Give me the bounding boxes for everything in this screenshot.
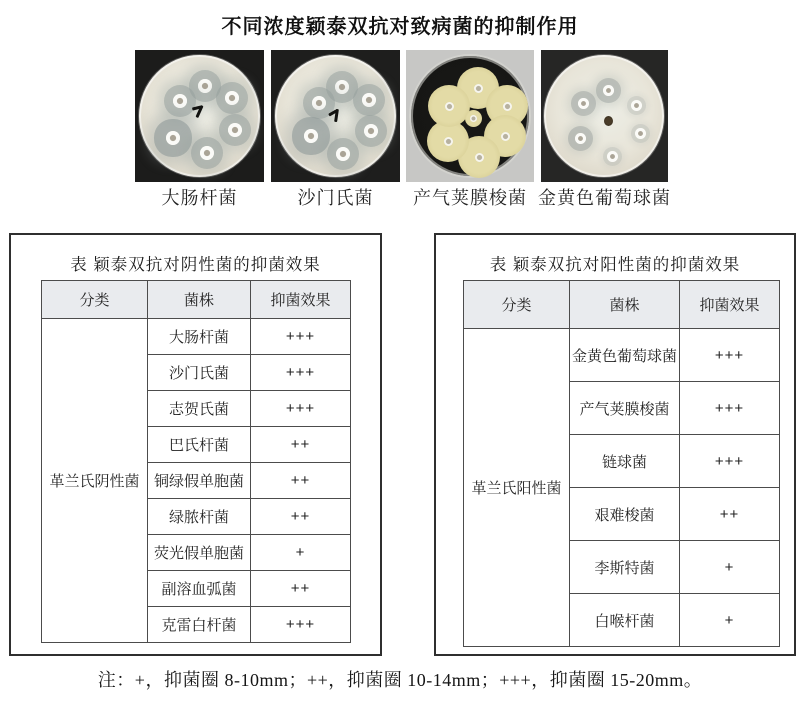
strain-cell: 金黄色葡萄球菌	[570, 329, 680, 382]
petri-photo-cperfringens	[406, 50, 534, 182]
well-icon	[578, 98, 589, 109]
inoculation-mark-icon	[195, 105, 203, 118]
photo-caption-ecoli: 大肠杆菌	[161, 188, 238, 208]
strain-cell: 绿脓杆菌	[148, 499, 251, 535]
well-icon	[198, 79, 212, 93]
petri-photo-ecoli	[135, 50, 264, 182]
strain-cell: 白喉杆菌	[570, 594, 680, 647]
well-icon	[607, 151, 618, 162]
strain-cell: 克雷白杆菌	[148, 607, 251, 643]
well-icon	[336, 147, 350, 161]
strain-cell: 副溶血弧菌	[148, 571, 251, 607]
effect-cell: ++	[251, 463, 351, 499]
category-cell: 革兰氏阳性菌	[464, 329, 570, 647]
col-header-category: 分类	[464, 281, 570, 329]
well-icon	[312, 96, 326, 110]
well-icon	[603, 85, 614, 96]
table-row	[42, 319, 351, 355]
effect-cell: +++	[680, 382, 780, 435]
table-title-negative: 表 颖泰双抗对阴性菌的抑菌效果	[70, 256, 321, 274]
effect-cell: +	[251, 535, 351, 571]
strain-cell: 铜绿假单胞菌	[148, 463, 251, 499]
strain-cell: 李斯特菌	[570, 541, 680, 594]
strain-cell: 艰难梭菌	[570, 488, 680, 541]
footnote: 注：+，抑菌圈 8-10mm；++，抑菌圈 10-14mm；+++，抑菌圈 15-20mm。	[97, 670, 703, 690]
table-header-row	[42, 281, 351, 319]
petri-photo-salmonella	[271, 50, 400, 182]
petri-dish	[411, 56, 529, 176]
page-title: 不同浓度颖泰双抗对致病菌的抑制作用	[221, 16, 579, 38]
photo-caption-cperfringens: 产气荚膜梭菌	[413, 188, 527, 208]
effect-cell: ++	[251, 499, 351, 535]
clearing-zone-icon	[428, 85, 470, 127]
photo-caption-saureus: 金黄色葡萄球菌	[538, 188, 671, 208]
well-icon	[304, 129, 318, 143]
effect-cell: +	[680, 594, 780, 647]
strain-cell: 荧光假单胞菌	[148, 535, 251, 571]
negative-bacteria-table-box	[9, 233, 382, 656]
strain-cell: 志贺氏菌	[148, 391, 251, 427]
table-row	[464, 329, 780, 382]
petri-dish	[139, 55, 260, 177]
strain-cell: 大肠杆菌	[148, 319, 251, 355]
col-header-effect: 抑菌效果	[680, 281, 780, 329]
category-cell: 革兰氏阴性菌	[42, 319, 148, 643]
inoculation-mark-icon	[334, 109, 339, 122]
col-header-effect: 抑菌效果	[251, 281, 351, 319]
positive-bacteria-table-box	[434, 233, 796, 656]
well-icon	[166, 131, 180, 145]
col-header-strain: 菌株	[148, 281, 251, 319]
table-header-row	[464, 281, 780, 329]
well-icon	[200, 146, 214, 160]
effect-cell: +++	[251, 607, 351, 643]
effect-cell: ++	[680, 488, 780, 541]
strain-cell: 链球菌	[570, 435, 680, 488]
well-icon	[228, 123, 242, 137]
col-header-strain: 菌株	[570, 281, 680, 329]
well-icon	[225, 91, 239, 105]
well-icon	[575, 133, 586, 144]
clearing-zone-icon	[465, 110, 482, 127]
effect-cell: ++	[251, 427, 351, 463]
effect-cell: +	[680, 541, 780, 594]
effect-cell: +++	[251, 319, 351, 355]
effect-cell: +++	[680, 435, 780, 488]
col-header-category: 分类	[42, 281, 148, 319]
well-icon	[362, 93, 376, 107]
effect-cell: +++	[251, 355, 351, 391]
table-title-positive: 表 颖泰双抗对阳性菌的抑菌效果	[489, 256, 741, 274]
effect-cell: ++	[251, 571, 351, 607]
strain-cell: 沙门氏菌	[148, 355, 251, 391]
strain-cell: 产气荚膜梭菌	[570, 382, 680, 435]
well-icon	[635, 128, 646, 139]
petri-photo-saureus	[541, 50, 668, 182]
effect-cell: +++	[251, 391, 351, 427]
negative-bacteria-table	[41, 280, 351, 643]
well-icon	[335, 80, 349, 94]
well-icon	[173, 94, 187, 108]
positive-bacteria-table	[463, 280, 780, 647]
petri-dish	[544, 55, 664, 177]
center-well-icon	[604, 116, 613, 126]
well-icon	[364, 124, 378, 138]
photo-caption-salmonella: 沙门氏菌	[297, 188, 374, 208]
petri-dish	[275, 55, 396, 177]
well-icon	[631, 100, 642, 111]
effect-cell: +++	[680, 329, 780, 382]
strain-cell: 巴氏杆菌	[148, 427, 251, 463]
